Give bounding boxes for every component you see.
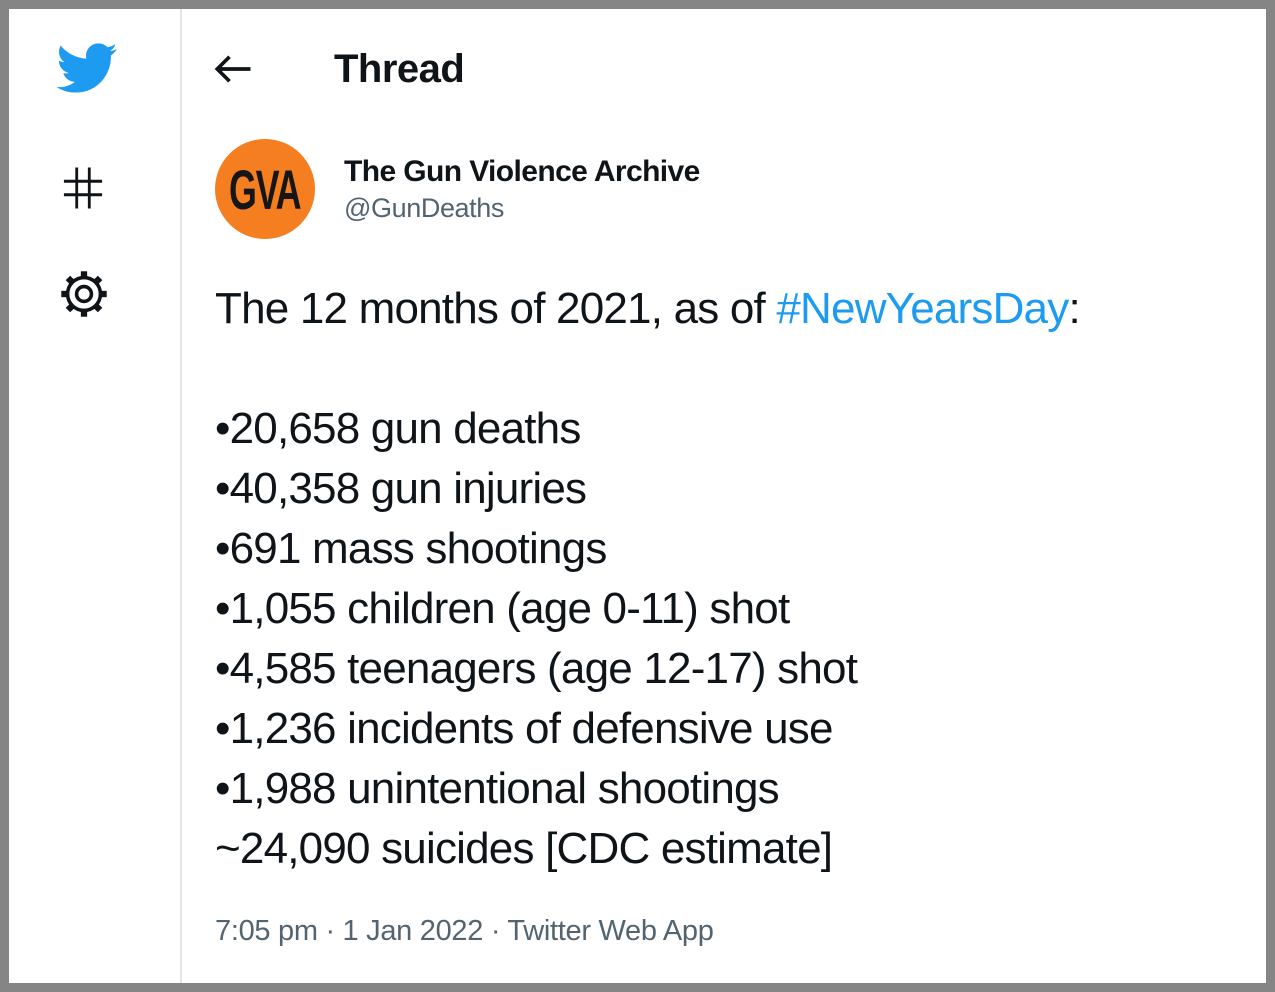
stat-line: •1,055 children (age 0-11) shot — [215, 584, 790, 633]
stat-line: •20,658 gun deaths — [215, 404, 581, 453]
tweet-text — [215, 279, 1236, 879]
page-title: Thread — [334, 46, 465, 91]
sidebar-item-settings[interactable] — [56, 265, 112, 323]
stat-line: ~24,090 suicides [CDC estimate] — [215, 824, 833, 873]
stat-line: •1,236 incidents of defensive use — [215, 704, 833, 753]
tweet-author-handle[interactable]: @GunDeaths — [344, 193, 504, 223]
back-button[interactable] — [210, 49, 256, 89]
hashtag-icon — [57, 160, 109, 216]
stat-line: •4,585 teenagers (age 12-17) shot — [215, 644, 858, 693]
sidebar — [9, 9, 182, 983]
tweet-author-name[interactable]: The Gun Violence Archive — [344, 155, 700, 188]
stat-line: •1,988 unintentional shootings — [215, 764, 779, 813]
avatar[interactable] — [215, 139, 315, 239]
stat-line: •40,358 gun injuries — [215, 464, 587, 513]
lead-suffix: : — [1068, 284, 1080, 333]
sidebar-item-home[interactable] — [53, 35, 119, 101]
thread-header — [210, 45, 1266, 93]
avatar-initials: GVA — [229, 157, 301, 221]
sidebar-item-explore[interactable] — [56, 159, 110, 217]
lead-prefix: The 12 months of 2021, as of — [215, 284, 777, 333]
twitter-bird-icon — [54, 36, 118, 100]
tweet-header-row — [215, 139, 1236, 239]
arrow-left-icon — [212, 53, 254, 85]
tweet[interactable] — [215, 139, 1236, 879]
hashtag-link[interactable]: #NewYearsDay — [776, 284, 1069, 333]
tweet-lead-line — [215, 279, 1236, 339]
thread-view — [182, 9, 1266, 983]
author-block — [344, 153, 700, 225]
stat-line: •691 mass shootings — [215, 524, 607, 573]
tweet-timestamp: 7:05 pm · 1 Jan 2022 · Twitter Web App — [215, 915, 714, 947]
gear-icon — [57, 267, 111, 321]
